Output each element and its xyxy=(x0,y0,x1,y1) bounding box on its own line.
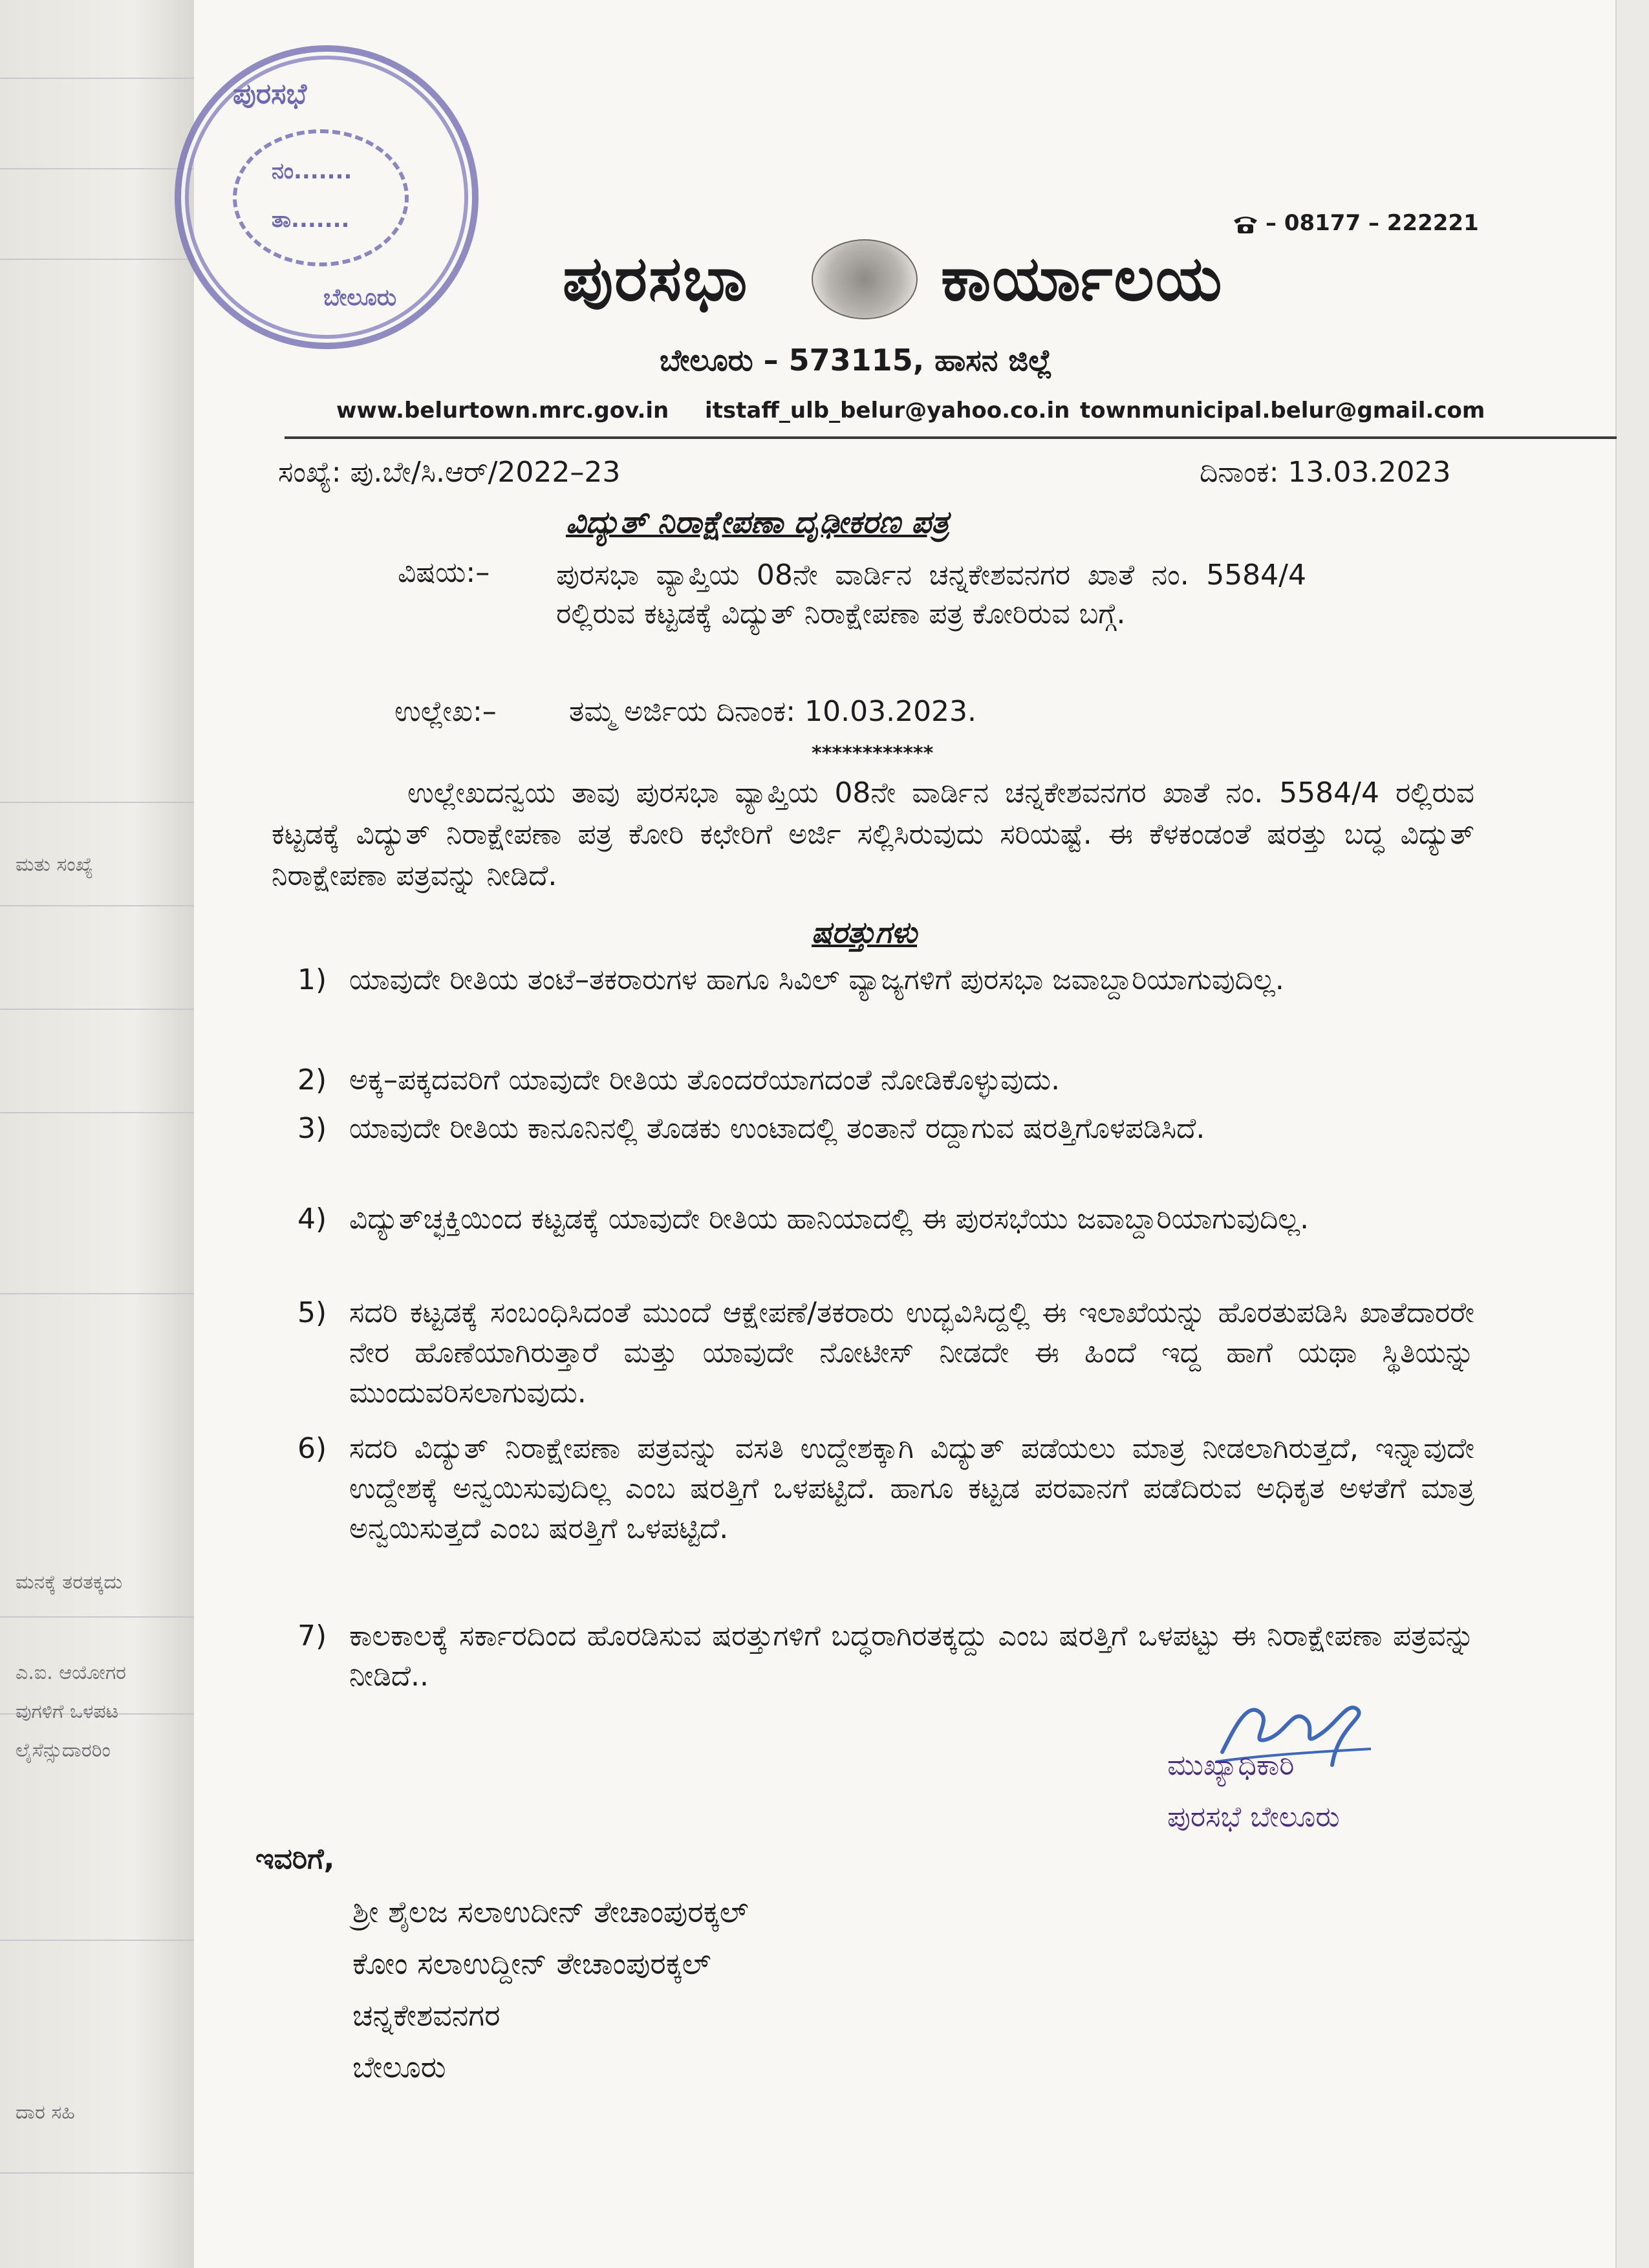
condition-text: ವಿದ್ಯುತ್‌ಚ್ಛಕ್ತಿಯಿಂದ ಕಟ್ಟಡಕ್ಕೆ ಯಾವುದೇ ರೀತಿಯ ಹಾನಿಯಾದಲ್ಲಿ ಈ ಪುರಸಭೆಯು ಜವಾಬ್ದಾರಿಯಾಗುವುದಿಲ್ಲ. xyxy=(349,1203,1310,1236)
letter-title: ವಿದ್ಯುತ್ ನಿರಾಕ್ಷೇಪಣಾ ದೃಢೀಕರಣ ಪತ್ರ xyxy=(566,504,949,540)
strip-label: ಲೈಸೆನ್ಸುದಾರರಿಂ xyxy=(16,1739,111,1762)
condition-item xyxy=(297,1060,1474,1100)
strip-label: ಎ.ಐ. ಆಯೋಗರ xyxy=(16,1662,127,1684)
strip-rule xyxy=(0,1293,194,1294)
strip-rule xyxy=(0,78,194,79)
municipal-emblem-icon xyxy=(812,239,918,319)
strip-label: ಮತು ಸಂಖ್ಯೆ xyxy=(16,853,93,876)
strip-label: ದಾರ ಸಹಿ xyxy=(16,2101,75,2124)
reference-label: ಉಲ್ಲೇಖ:– xyxy=(394,695,497,728)
seal-bottom-text: ಬೇಲೂರು xyxy=(323,284,397,311)
office-address: ಬೇಲೂರು – 573115, ಹಾಸನ ಜಿಲ್ಲೆ xyxy=(660,343,1053,378)
condition-number: 7) xyxy=(297,1620,327,1653)
register-strip xyxy=(0,0,196,2268)
strip-rule xyxy=(0,905,194,906)
strip-rule xyxy=(0,2172,194,2174)
condition-item xyxy=(297,960,1474,1000)
signatory-designation: ಮುಖ್ಯಾಧಿಕಾರಿ xyxy=(1167,1749,1295,1782)
seal-inner-line2: ತಾ....... xyxy=(272,207,350,233)
reference-text: ತಮ್ಮ ಅರ್ಜಿಯ ದಿನಾಂಕ: 10.03.2023. xyxy=(569,695,977,728)
condition-text: ಯಾವುದೇ ರೀತಿಯ ತಂಟೆ–ತಕರಾರುಗಳ ಹಾಗೂ ಸಿವಿಲ್ ವ್ಯಾಜ್ಯಗಳಿಗೆ ಪುರಸಭಾ ಜವಾಬ್ದಾರಿಯಾಗುವುದಿಲ್ಲ. xyxy=(349,963,1284,996)
conditions-heading: ಷರತ್ತುಗಳು xyxy=(812,915,918,950)
phone-number xyxy=(1232,210,1479,236)
strip-label: ವುಗಳಿಗೆ ಒಳಪಟ xyxy=(16,1700,119,1723)
office-name-right: ಕಾರ್ಯಾಲಯ xyxy=(941,242,1223,315)
condition-item xyxy=(297,1429,1474,1549)
condition-text: ಸದರಿ ಕಟ್ಟಡಕ್ಕೆ ಸಂಬಂಧಿಸಿದಂತೆ ಮುಂದೆ ಆಕ್ಷೇಪಣೆ/ತಕರಾರು ಉದ್ಭವಿಸಿದ್ದಲ್ಲಿ ಈ ಇಲಾಖೆಯನ್ನು ಹೊರತುಪಡಿಸಿ ಖಾತೆದಾರರೇ ನೇರ ಹೊಣೆಯಾಗಿರುತ್ತಾರೆ ಮತ್ತು ಯಾವುದೇ ನೋಟೀಸ್ ನೀಡದೇ ಈ ಹಿಂದೆ ಇದ್ದ ಹಾಗೆ ಯಥಾ ಸ್ಥಿತಿಯನ್ನು ಮುಂದುವರಿಸಲಾಗುವುದು. xyxy=(349,1296,1474,1409)
phone-text: – 08177 – 222221 xyxy=(1266,210,1479,236)
website-link[interactable]: www.belurtown.mrc.gov.in xyxy=(336,398,669,423)
condition-text: ಅಕ್ಕ–ಪಕ್ಕದವರಿಗೆ ಯಾವುದೇ ರೀತಿಯ ತೊಂದರೆಯಾಗದಂತೆ ನೋಡಿಕೊಳ್ಳುವುದು. xyxy=(349,1064,1061,1097)
telephone-icon xyxy=(1232,214,1259,235)
strip-label: ಮನಕ್ಕೆ ತರತಕ್ಕದು xyxy=(16,1571,123,1594)
addressee-line: ಕೋಂ ಸಲಾಉದ್ದೀನ್ ತೇಚಾಂಪುರಕ್ಕಲ್ xyxy=(352,1946,711,1981)
seal-inner-ring xyxy=(233,129,409,266)
subject-label: ವಿಷಯ:– xyxy=(398,556,490,589)
addressee-label: ಇವರಿಗೆ, xyxy=(255,1843,335,1876)
office-name-left: ಪುರಸಭಾ xyxy=(563,242,749,315)
strip-rule xyxy=(0,259,194,260)
condition-number: 2) xyxy=(297,1064,327,1097)
letter-date: ದಿನಾಂಕ: 13.03.2023 xyxy=(1200,456,1451,489)
email-link-gmail[interactable]: townmunicipal.belur@gmail.com xyxy=(1080,398,1485,423)
condition-item xyxy=(297,1616,1474,1696)
condition-item xyxy=(297,1199,1474,1239)
strip-rule xyxy=(0,1940,194,1941)
page-edge xyxy=(1615,0,1649,2268)
separator-stars: ************ xyxy=(812,742,934,765)
seal-top-text: ಪುರಸಭೆ xyxy=(233,78,307,111)
condition-text: ಯಾವುದೇ ರೀತಿಯ ಕಾನೂನಿನಲ್ಲಿ ತೊಡಕು ಉಂಟಾದಲ್ಲಿ ತಂತಾನೆ ರದ್ದಾಗುವ ಷರತ್ತಿಗೊಳಪಡಿಸಿದೆ. xyxy=(349,1112,1205,1145)
strip-rule xyxy=(0,1112,194,1113)
condition-item xyxy=(297,1293,1474,1413)
strip-rule xyxy=(0,1009,194,1010)
condition-text: ಸದರಿ ವಿದ್ಯುತ್ ನಿರಾಕ್ಷೇಪಣಾ ಪತ್ರವನ್ನು ವಸತಿ ಉದ್ದೇಶಕ್ಕಾಗಿ ವಿದ್ಯುತ್ ಪಡೆಯಲು ಮಾತ್ರ ನೀಡಲಾಗಿರುತ್ತದೆ, ಇನ್ನಾವುದೇ ಉದ್ದೇಶಕ್ಕೆ ಅನ್ವಯಿಸುವುದಿಲ್ಲ ಎಂಬ ಷರತ್ತಿಗೆ ಒಳಪಟ್ಟಿದೆ. ಹಾಗೂ ಕಟ್ಟಡ ಪರವಾನಗೆ ಪಡೆದಿರುವ ಅಧಿಕೃತ ಅಳತೆಗೆ ಮಾತ್ರ ಅನ್ವಯಿಸುತ್ತದೆ ಎಂಬ ಷರತ್ತಿಗೆ ಒಳಪಟ್ಟಿದೆ. xyxy=(349,1432,1474,1545)
strip-rule xyxy=(0,802,194,803)
letter-number: ಸಂಖ್ಯೆ: ಪು.ಬೇ/ಸಿ.ಆರ್/2022–23 xyxy=(278,456,621,489)
condition-item xyxy=(297,1109,1474,1149)
condition-number: 3) xyxy=(297,1112,327,1145)
addressee-line: ಬೇಲೂರು xyxy=(352,2049,446,2084)
subject-text: ಪುರಸಭಾ ವ್ಯಾಪ್ತಿಯ 08ನೇ ವಾರ್ಡಿನ ಚನ್ನಕೇಶವನಗರ ಖಾತೆ ನಂ. 5584/4 ರಲ್ಲಿರುವ ಕಟ್ಟಡಕ್ಕೆ ವಿದ್ಯುತ್ ನಿರಾಕ್ಷೇಪಣಾ ಪತ್ರ ಕೋರಿರುವ ಬಗ್ಗೆ. xyxy=(556,559,1306,630)
addressee-line: ಶ್ರೀ ಶೈಲಜ ಸಲಾಉದೀನ್ ತೇಚಾಂಪುರಕ್ಕಲ್ xyxy=(352,1894,749,1929)
condition-text: ಕಾಲಕಾಲಕ್ಕೆ ಸರ್ಕಾರದಿಂದ ಹೊರಡಿಸುವ ಷರತ್ತುಗಳಿಗೆ ಬದ್ಧರಾಗಿರತಕ್ಕದ್ದು ಎಂಬ ಷರತ್ತಿಗೆ ಒಳಪಟ್ಟು ಈ ನಿರಾಕ್ಷೇಪಣಾ ಪತ್ರವನ್ನು ನೀಡಿದೆ.. xyxy=(349,1620,1474,1693)
strip-rule xyxy=(0,1616,194,1618)
addressee-line: ಚನ್ನಕೇಶವನಗರ xyxy=(352,1998,501,2033)
condition-number: 1) xyxy=(297,963,327,996)
condition-number: 6) xyxy=(297,1432,327,1465)
condition-number: 4) xyxy=(297,1203,327,1236)
email-link-yahoo[interactable]: itstaff_ulb_belur@yahoo.co.in xyxy=(705,398,1070,423)
condition-number: 5) xyxy=(297,1296,327,1329)
signatory-office: ಪುರಸಭೆ ಬೇಲೂರು xyxy=(1167,1801,1340,1834)
header-divider xyxy=(285,436,1617,439)
body-paragraph: ಉಲ್ಲೇಖದನ್ವಯ ತಾವು ಪುರಸಭಾ ವ್ಯಾಪ್ತಿಯ 08ನೇ ವಾರ್ಡಿನ ಚನ್ನಕೇಶವನಗರ ಖಾತೆ ನಂ. 5584/4 ರಲ್ಲಿರುವ ಕಟ್ಟಡಕ್ಕೆ ವಿದ್ಯುತ್ ನಿರಾಕ್ಷೇಪಣಾ ಪತ್ರ ಕೋರಿ ಕಛೇರಿಗೆ ಅರ್ಜಿ ಸಲ್ಲಿಸಿರುವುದು ಸರಿಯಷ್ಟೆ. ಈ ಕೆಳಕಂಡಂತೆ ಷರತ್ತು ಬದ್ಧ ವಿದ್ಯುತ್ ನಿರಾಕ್ಷೇಪಣಾ ಪತ್ರವನ್ನು ನೀಡಿದೆ. xyxy=(272,776,1474,892)
seal-inner-line1: ನಂ....... xyxy=(272,158,352,184)
strip-rule xyxy=(0,168,194,169)
